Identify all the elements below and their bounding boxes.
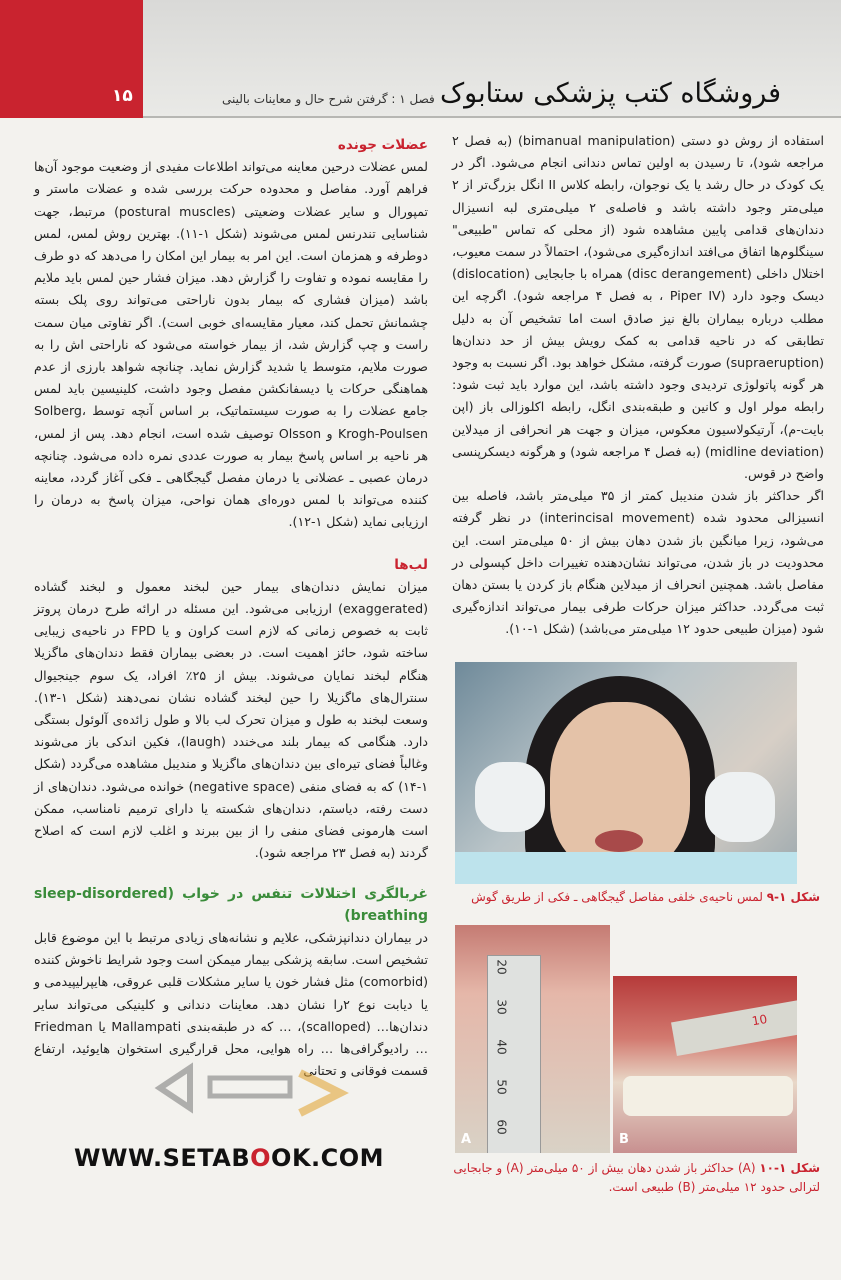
logo-chevron <box>160 1068 190 1108</box>
ruler-mark: 60 <box>494 1119 509 1135</box>
ruler-mark: 50 <box>494 1079 509 1095</box>
ruler-mark: 20 <box>494 959 509 975</box>
patient-mouth <box>595 830 643 852</box>
section-heading-lips: لب‌ها <box>394 556 428 573</box>
right-column <box>452 130 824 641</box>
site-text: WWW.SETAB <box>74 1144 251 1172</box>
figure-10b-photo <box>613 976 797 1153</box>
site-text: OK.COM <box>271 1144 385 1172</box>
ruler <box>671 1000 797 1056</box>
ruler-mark: 40 <box>494 1039 509 1055</box>
gloved-hand-left <box>475 762 545 832</box>
figure-label: شکل ۱-۱۰ <box>759 1161 820 1175</box>
ruler <box>487 955 541 1153</box>
section-heading-sleep: غربالگری اختلالات تنفس در خواب (sleep-disordered breathing) <box>34 885 428 924</box>
paragraph: در بیماران دندانپزشکی، علایم و نشانه‌های زیادی مرتبط با این موضوع قابل تشخیص است. سابقه پزشکی بیمار میمکن است وجود شرایط ناخوش کننده (comorbid) مثل فشار خون یا سایر مشکلات قلبی عروقی، هایپرلیپیدمی و یا دیابت نوع ۲را نشان دهد. معاینات دندانی و کلینیکی می‌تواند سایر دندان‌ها… (scalloped)، … که در طبقه‌بندی Mallampati یا Friedman … رادیوگرافی‌ها … راه هوایی، محل قرارگیری استخوان هایوئید، ارتفاع قسمت فوقانی و تحتانی <box>34 929 428 1079</box>
site-text: O <box>250 1144 272 1172</box>
figure-10a-photo <box>455 925 610 1153</box>
section-heading-muscles: عضلات جونده <box>337 137 428 153</box>
caption-text: (A) حداکثر باز شدن دهان بیش از ۵۰ میلی‌متر (A) و جابجایی لترالی حدود ۱۲ میلی‌متر (B) طبیعی است. <box>453 1161 820 1194</box>
header-rule <box>143 116 841 118</box>
logo-arrow <box>300 1073 340 1113</box>
store-logo <box>150 1058 360 1118</box>
logo-mark <box>210 1078 290 1096</box>
paragraph: استفاده از روش دو دستی (bimanual manipulation) (به فصل ۲ مراجعه شود)، تا رسیدن به اولین تماس دندانی انجام می‌شود. اگر در یک کودک در حال رشد یا یک نوجوان، رابطه کلاس II انگل بزرگ‌تر از ۲ میلی‌متر وجود داشته باشد و فاصله‌ی ۲ میلی‌متری لبه انسیزال دندان‌های قدامی پایین مشاهده شود (از محلی که تماس "طبیعی" سینگلوم‌ها اتفاق می‌افتد اندازه‌گیری می‌شود)، احتمالاً در سمت معیوب، اختلال داخلی (disc derangement) همراه با جابجایی (dislocation) دیسک وجود دارد (Piper IV ، به فصل ۴ مراجعه شود). اگرچه این مطلب درباره بیماران بالغ نیز صادق است اما تشخیص آن به دلیل تطابقی که در ناحیه قدامی به کمک رویش بیش از حد دندان‌ها (supraeruption) صورت گرفته، مشکل خواهد بود. اگر نسبت به وجود هر گونه پاتولوژی تردیدی وجود داشته باشد، این موارد باید ثبت شود: رابطه مولر اول و کانین و طبقه‌بندی انگل، رابطه اکلوزالی باز (اپن بایت-م)، آرتیکولاسیون معکوس، میزان و جهت هر انحرافی از میدلاین (midline deviation) (به فصل ۴ مراجعه شود) و هرگونه دیسکرپنسی واضح در قوس. <box>452 133 824 482</box>
figure-9-photo <box>455 662 797 884</box>
figure-letter-b: B <box>619 1132 629 1147</box>
figure-label: شکل ۱-۹ <box>766 890 820 904</box>
page-number: ۱۵ <box>112 86 133 106</box>
store-website[interactable] <box>74 1144 384 1172</box>
chapter-title: فصل ۱ : گرفتن شرح حال و معاینات بالینی <box>222 92 435 106</box>
ruler-mark: 30 <box>494 999 509 1015</box>
gloved-hand-right <box>705 772 775 842</box>
figure-9-caption <box>460 888 820 907</box>
caption-text: لمس ناحیه‌ی خلفی مفاصل گیجگاهی ـ فکی از طریق گوش <box>471 890 763 904</box>
ruler-mark: 10 <box>750 1011 769 1029</box>
paragraph: میزان نمایش دندان‌های بیمار حین لبخند معمول و لبخند گشاده (exaggerated) ارزیابی می‌شود. این مسئله در ارائه طرح درمان پروتز ثابت به خصوص زمانی که لازم است کراون و یا FPD در ناحیه‌ی زیبایی ساخته شود، حائز اهمیت است. در بعضی بیماران فقط دندان‌های ماگزیلا هنگام لبخند نمایان می‌شوند. بیش از ۲۵٪ افراد، یک سوم جینجیوال سنترال‌های ماگزیلا را حین لبخند گشاده نشان نمی‌دهند (شکل ۱-۱۳). وسعت لبخند به طول و میزان تحرک لب بالا و طول زائده‌ی آلوئول بستگی دارد. هنگامی که بیمار بلند می‌خندد (laugh)، فکین اندکی باز می‌شوند وغالباً فضای تیره‌ای بین دندان‌های ماگزیلا و مندیبل مشاهده می‌گردد (شکل ۱-۱۴) که به فضای منفی (negative space) خوانده می‌شود. دندان‌های از دست رفته، دیاستم، دندان‌های شکسته یا دارای ترمیم نامناسب، ممکن است هارمونی فضای منفی را از بین ببرند و اغلب لازم است که اصلاح گردند (به فصل ۲۳ مراجعه شود). <box>34 578 429 861</box>
paragraph: لمس عضلات درحین معاینه می‌تواند اطلاعات مفیدی از وضعیت موجود آن‌ها فراهم آورد. مفاصل و محدوده حرکت بررسی شده و عضلات ماستر و تمپورال و سایر عضلات وضعیتی (postural muscles) مرتبط، جهت شناسایی تندرنس لمس می‌شوند (شکل ۱-۱۱). بهترین روش لمس، لمس دوطرفه و همزمان است. این امر به بیمار این امکان را می‌دهد که دو طرف را مقایسه نموده و تفاوت را گزارش دهد. میزان فشار حین لمس باید ملایم باشد (میزان فشاری که بیمار بدون ناراحتی می‌تواند روی پلک بسته چشمانش تحمل کند، معیار مقایسه‌ای خوبی است). اگر تفاوتی میان سمت راست و چپ گزارش شد، از بیمار خواسته می‌شود که ناراحتی اش را به صورت ملایم، متوسط یا شدید گزارش نماید. چنانچه شواهد بارزی از عدم هماهنگی حرکات یا دیسفانکشن مفصل وجود داشت، کلینیسین باید لمس جامع عضلات را به صورت سیستماتیک، بر اساس آنچه توسط Solberg، Krogh-Poulsen و Olsson توصیف شده است، انجام دهد. پس از لمس، هر ناحیه بر اساس پاسخ بیمار به صورت عددی نمره داده می‌شود. چنانچه درمان عصبی ـ عضلانی یا درمان مفصل گیجگاهی ـ فکی آغاز گردد، معاینه کننده می‌تواند با لمس دوره‌ای همان نواحی، میزان پاسخ به درمان را ارزیابی نماید (شکل ۱-۱۲). <box>34 159 428 530</box>
patient-bib <box>455 852 797 884</box>
left-column <box>34 134 428 1082</box>
figure-letter-a: A <box>461 1132 472 1147</box>
store-title: فروشگاه کتب پزشکی ستابوک <box>440 78 782 109</box>
teeth <box>623 1076 793 1116</box>
paragraph: اگر حداکثر باز شدن مندیبل کمتر از ۳۵ میلی‌متر باشد، فاصله بین انسیزالی محدود شده (interincisal movement) در نظر گرفته می‌شود، زیرا میانگین باز شدن دهان بیش از ۵۰ میلی‌متر است. این محدودیت در باز شدن، می‌تواند نشان‌دهنده تغییرات داخل کپسولی در مفاصل باشد. همچنین انحراف از میدلاین هنگام باز کردن یا بستن دهان ثبت می‌گردد. حداکثر میزان حرکات طرفی بیمار می‌تواند اندازه‌گیری شود (میزان طبیعی حدود ۱۲ میلی‌متر می‌باشد) (شکل ۱-۱۰). <box>452 488 824 637</box>
figure-10-caption <box>440 1159 820 1197</box>
